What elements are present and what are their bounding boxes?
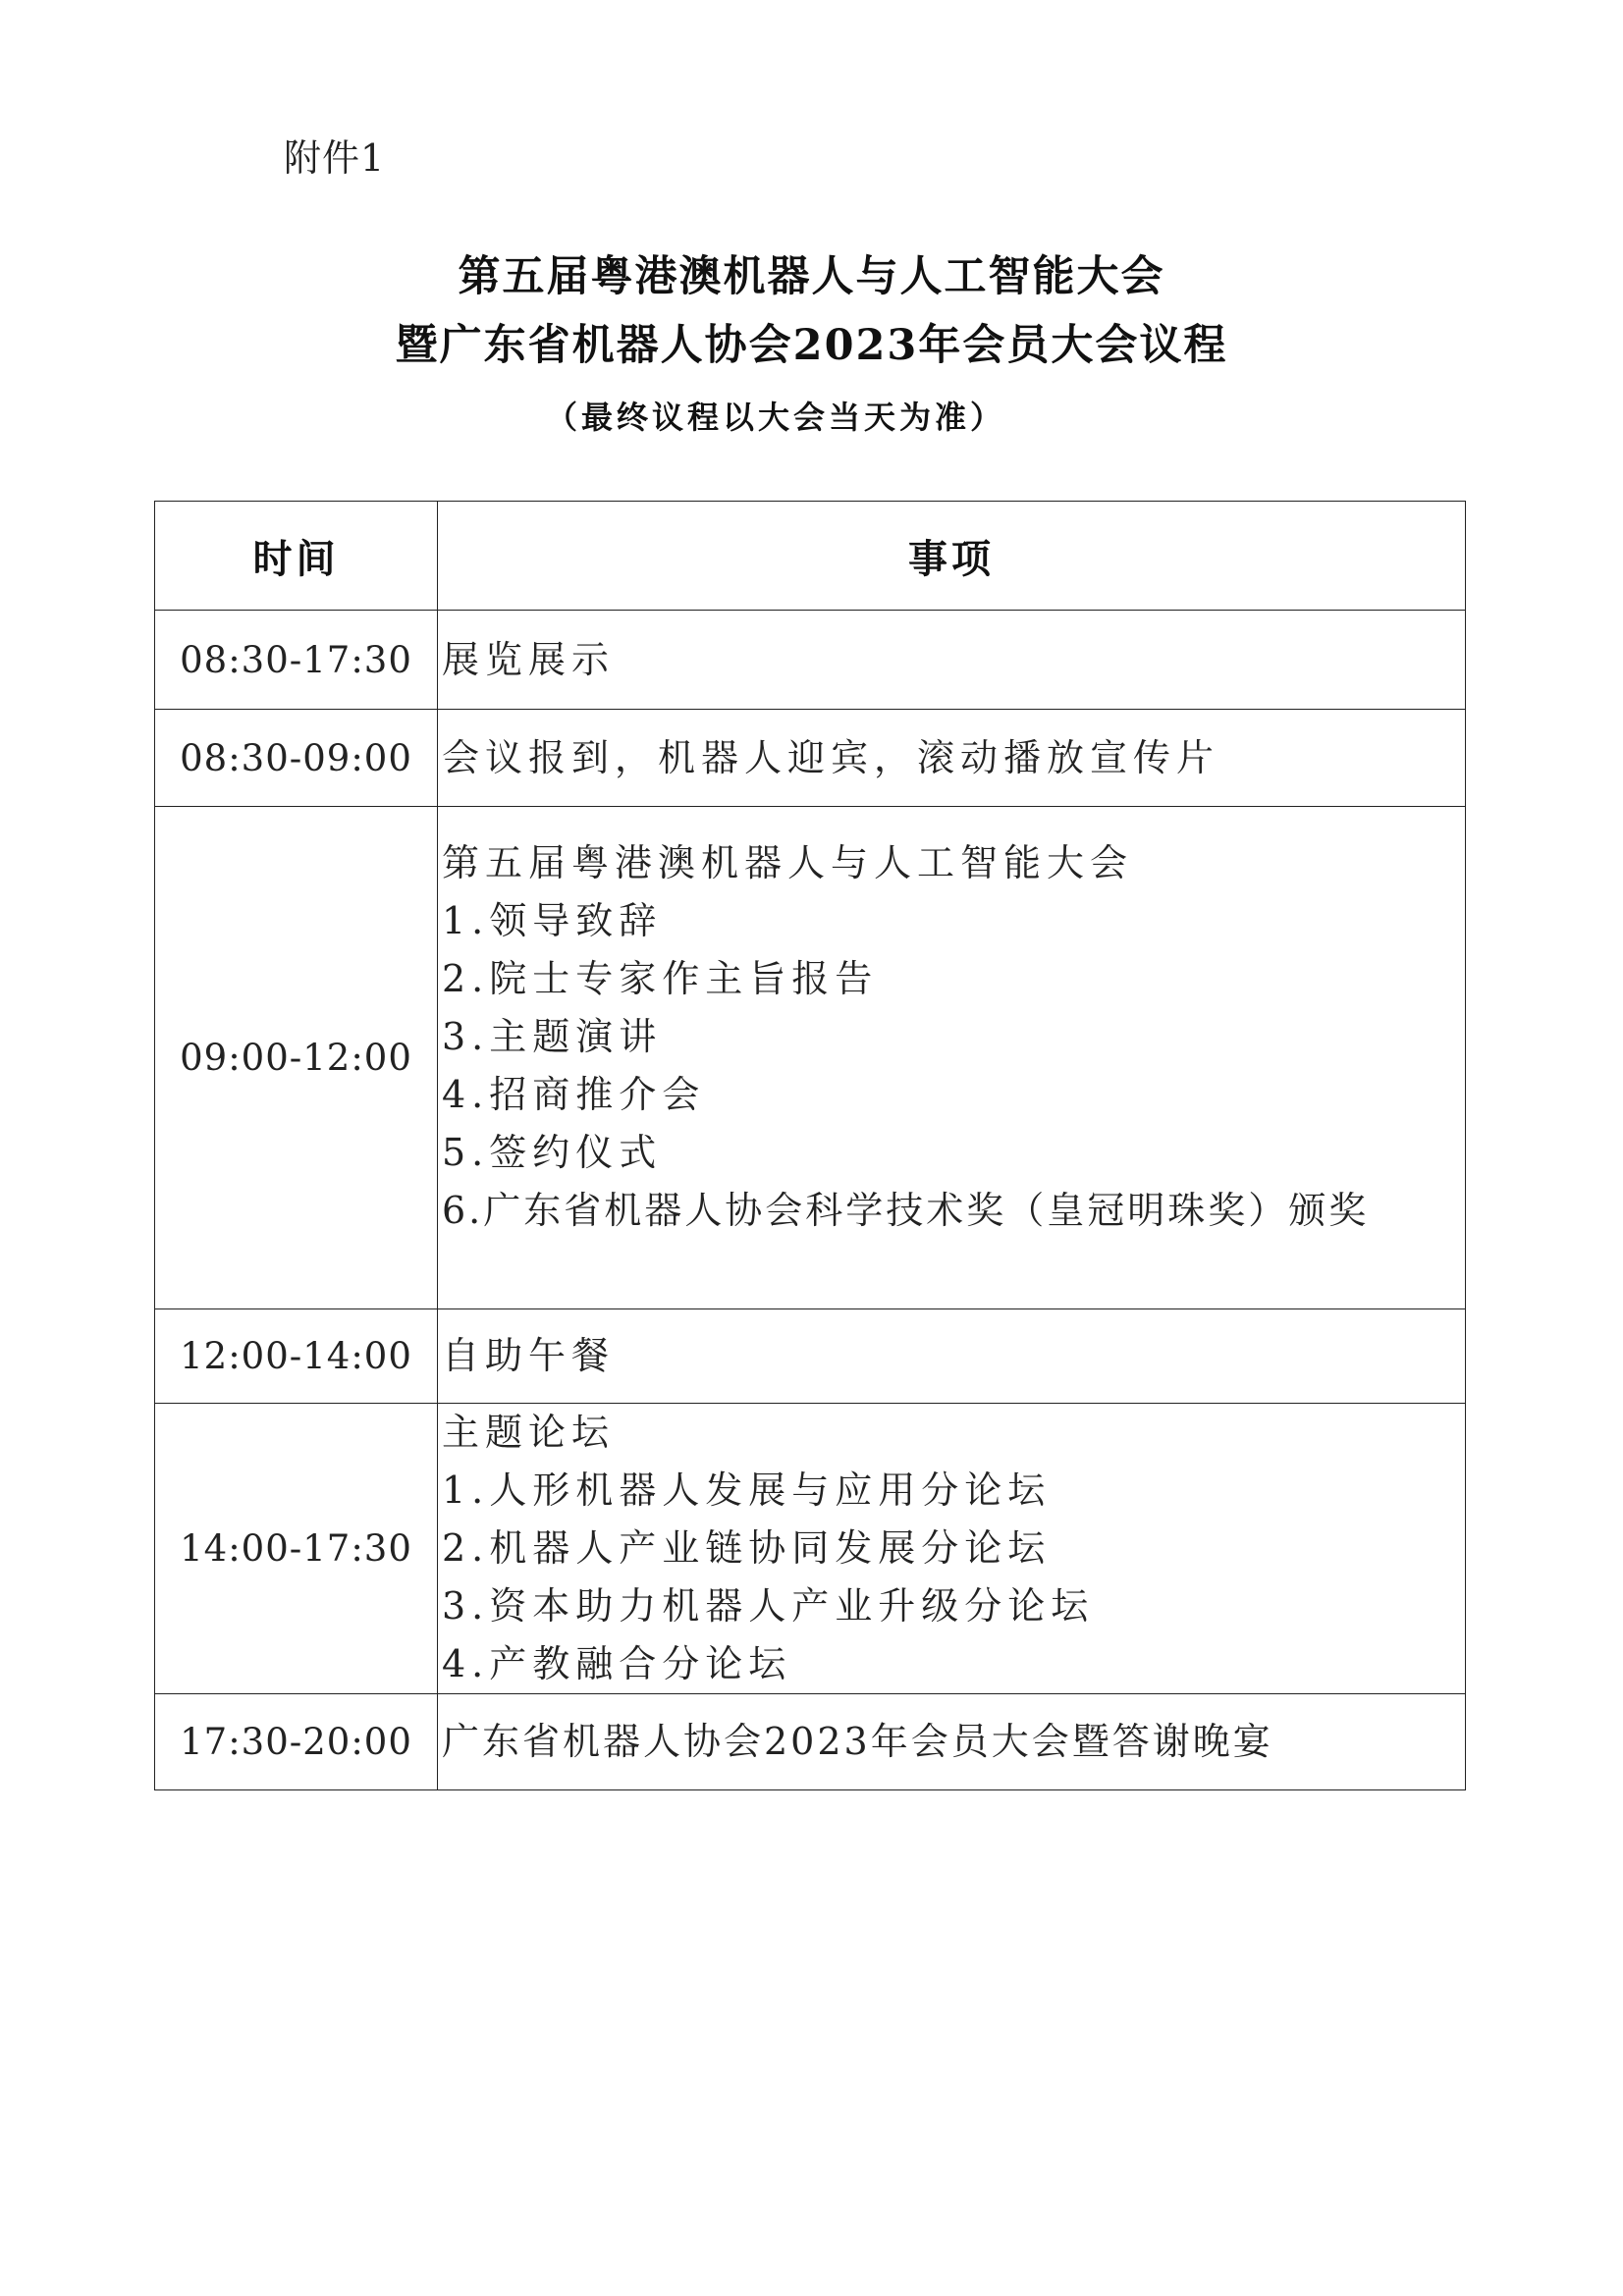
item-line: 展览展示	[442, 637, 616, 681]
page-title-line-1: 第五届粤港澳机器人与人工智能大会	[458, 252, 1165, 301]
item-line: 2.机器人产业链协同发展分论坛	[442, 1526, 1052, 1570]
page-title-line-2: 暨广东省机器人协会2023年会员大会议程	[395, 321, 1228, 370]
item-line: 4.招商推介会	[442, 1073, 706, 1116]
item-line: 主题论坛	[442, 1411, 616, 1454]
time-cell: 08:30-17:30	[155, 611, 438, 710]
page-subtitle-note: （最终议程以大会当天为准）	[545, 399, 1005, 436]
table-row	[155, 1309, 1466, 1404]
item-line: 会议报到，机器人迎宾，滚动播放宣传片	[442, 735, 1220, 779]
table-row	[155, 611, 1466, 710]
table-row	[155, 1404, 1466, 1694]
agenda-table	[154, 501, 1466, 1790]
item-line: 3.主题演讲	[442, 1015, 663, 1058]
attachment-label: 附件1	[284, 136, 386, 180]
item-cell	[438, 710, 1466, 807]
item-cell	[438, 1404, 1466, 1694]
item-line: 广东省机器人协会2023年会员大会暨答谢晚宴	[442, 1720, 1273, 1763]
table-row	[155, 807, 1466, 1309]
item-line: 1.人形机器人发展与应用分论坛	[442, 1468, 1052, 1512]
item-cell	[438, 807, 1466, 1309]
header-item: 事项	[438, 502, 1466, 611]
table-row	[155, 710, 1466, 807]
time-cell: 12:00-14:00	[155, 1309, 438, 1404]
item-line: 第五届粤港澳机器人与人工智能大会	[442, 841, 1134, 884]
item-line: 5.签约仪式	[442, 1131, 663, 1174]
table-row	[155, 1694, 1466, 1790]
item-line: 4.产教融合分论坛	[442, 1642, 792, 1685]
item-cell	[438, 1694, 1466, 1790]
table-header-row	[155, 502, 1466, 611]
item-line: 6.广东省机器人协会科学技术奖（皇冠明珠奖）颁奖	[442, 1189, 1370, 1232]
time-cell: 17:30-20:00	[155, 1694, 438, 1790]
time-cell: 14:00-17:30	[155, 1404, 438, 1694]
item-cell	[438, 611, 1466, 710]
time-cell: 09:00-12:00	[155, 807, 438, 1309]
item-line: 自助午餐	[442, 1334, 616, 1377]
item-cell	[438, 1309, 1466, 1404]
header-time: 时间	[155, 502, 438, 611]
item-line: 3.资本助力机器人产业升级分论坛	[442, 1584, 1095, 1628]
time-cell: 08:30-09:00	[155, 710, 438, 807]
item-line: 1.领导致辞	[442, 899, 663, 942]
item-line: 2.院士专家作主旨报告	[442, 957, 879, 1000]
